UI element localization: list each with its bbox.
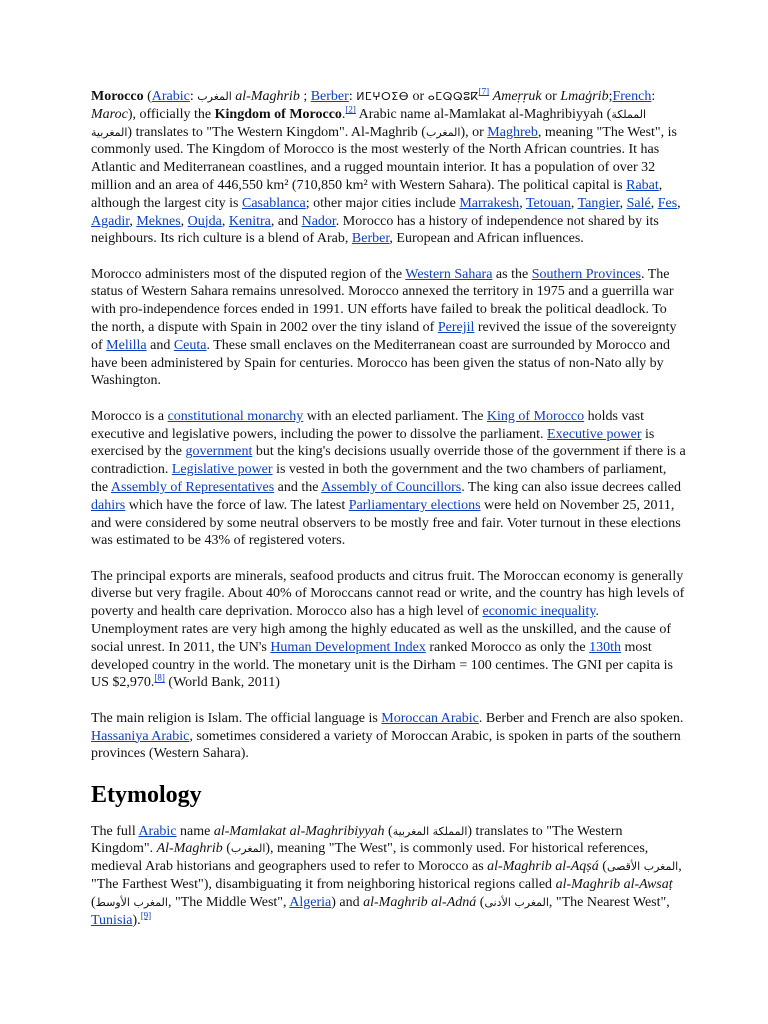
- link-algeria[interactable]: Algeria: [289, 894, 332, 910]
- official-name: Kingdom of Morocco: [214, 106, 342, 122]
- berber-script: ⵍⵎⵖⵔⵉⴱ: [356, 90, 410, 103]
- link-nador[interactable]: Nador: [301, 213, 336, 229]
- arabic-script: المغرب: [230, 842, 266, 856]
- link-moroccan-arabic[interactable]: Moroccan Arabic: [381, 710, 479, 726]
- link-french[interactable]: French: [612, 89, 652, 104]
- link-rabat[interactable]: Rabat: [626, 177, 659, 193]
- link-oujda[interactable]: Oujda: [187, 213, 222, 229]
- reference-8[interactable]: [8]: [154, 672, 165, 683]
- link-arabic-language[interactable]: Arabic: [138, 823, 177, 839]
- article-body: [91, 88, 686, 947]
- intro-paragraph: Morocco (Arabic: المغرب al-Maghrib ; Berber: ⵍⵎⵖⵔⵉⴱ or ⴰⵎⵕⵕⵓⴽ[7] Ameṛṛuk or Lmaġrib;French: Maroc), officially the Kingdom of Morocco.[2] Arabic name al-Mamlakat al-Maghribiyyah (المملكة المغربية) translates to "The Western Kingdom". Al-Maghrib (المغرب), or Maghreb, meaning "The West", is commonly used. The Kingdom of Morocco is the most westerly of the North African countries. It has Atlantic and Mediterranean coastlines, and a rugged mountain interior. It has a population of over 32 million and an area of 446,550 km² (710,850 km² with Western Sahara). The political capital is Rabat, although the largest city is Casablanca; other major cities include Marrakesh, Tetouan, Tangier, Salé, Fes, Agadir, Meknes, Oujda, Kenitra, and Nador. Morocco has a history of independence not shared by its neighbours. Its rich culture is a blend of Arab, Berber, European and African influences.: [91, 86, 681, 247]
- link-king-of-morocco[interactable]: King of Morocco: [486, 408, 585, 424]
- link-casablanca[interactable]: Casablanca: [242, 195, 306, 211]
- arabic-script: المغرب: [197, 90, 232, 103]
- reference-9[interactable]: [9]: [140, 909, 152, 920]
- link-hassaniya-arabic[interactable]: Hassaniya Arabic: [91, 728, 190, 744]
- link-melilla[interactable]: Melilla: [106, 337, 147, 353]
- arabic-script: المغرب الأوسط: [95, 895, 168, 909]
- link-human-development-index[interactable]: Human Development Index: [270, 639, 426, 655]
- link-berber-people[interactable]: Berber: [351, 231, 390, 247]
- link-fes[interactable]: Fes: [657, 195, 678, 211]
- article-subject: Morocco: [91, 89, 144, 104]
- berber-script: ⴰⵎⵕⵕⵓⴽ: [427, 90, 479, 103]
- link-meknes[interactable]: Meknes: [136, 213, 181, 229]
- government-paragraph: Morocco is a constitutional monarchy with an elected parliament. The King of Morocco holds vast executive and legislative powers, including the power to dissolve the parliament. Executive power is exercised by the government but the king's decisions usually override those of the government if there is a contradiction. Legislative power is vested in both the government and the two chambers of parliament, the Assembly of Representatives and the Assembly of Councillors. The king can also issue decrees called dahirs which have the force of law. The latest Parliamentary elections were held on November 25, 2011, and were considered by some neutral observers to be mostly free and fair. Voter turnout in these elections was estimated to be 43% of registered voters.: [91, 408, 686, 549]
- link-marrakesh[interactable]: Marrakesh: [459, 195, 520, 211]
- arabic-script: المغرب الأقصى: [606, 860, 679, 874]
- link-130th[interactable]: 130th: [589, 639, 622, 655]
- religion-language-paragraph: The main religion is Islam. The official language is Moroccan Arabic. Berber and French are also spoken. Hassaniya Arabic, sometimes considered a variety of Moroccan Arabic, is spoken in parts of the southern provinces (Western Sahara).: [91, 710, 684, 762]
- economy-paragraph: The principal exports are minerals, seafood products and citrus fruit. The Moroccan economy is generally diverse but very fragile. About 40% of Moroccans cannot read or write, and the country has high levels of poverty and health care deprivation. Morocco also has a high level of economic inequality. Unemployment rates are very high among the highly educated as well as the unskilled, and the cause of social unrest. In 2011, the UN's Human Development Index ranked Morocco as only the 130th most developed country in the world. The monetary unit is the Dirham = 100 centimes. The GNI per capita is US $2,970.[8] (World Bank, 2011): [91, 568, 685, 691]
- link-tetouan[interactable]: Tetouan: [525, 195, 571, 211]
- link-assembly-of-councillors[interactable]: Assembly of Councillors: [321, 479, 462, 495]
- link-parliamentary-elections[interactable]: Parliamentary elections: [348, 497, 481, 513]
- arabic-script: المغرب الأدنى: [484, 895, 549, 909]
- link-kenitra[interactable]: Kenitra: [228, 213, 271, 229]
- link-constitutional-monarchy[interactable]: constitutional monarchy: [167, 408, 304, 424]
- western-sahara-paragraph: Morocco administers most of the disputed region of the Western Sahara as the Southern Provinces. The status of Western Sahara remains unresolved. Morocco annexed the territory in 1975 and a guerrilla war with pro-independence forces ended in 1991. UN efforts have failed to break the political deadlock. To the north, a dispute with Spain in 2002 over the tiny island of Perejil revived the issue of the sovereignty of Melilla and Ceuta. These small enclaves on the Mediterranean coast are surrounded by Morocco and have been administered by Spain for centuries. Morocco has been given the status of non-Nato ally by Washington.: [91, 266, 677, 389]
- link-tangier[interactable]: Tangier: [577, 195, 620, 211]
- link-perejil[interactable]: Perejil: [437, 320, 475, 336]
- link-berber[interactable]: Berber: [310, 89, 349, 104]
- link-dahirs[interactable]: dahirs: [91, 497, 126, 513]
- link-agadir[interactable]: Agadir: [91, 213, 130, 229]
- link-sale[interactable]: Salé: [626, 195, 651, 211]
- link-legislative-power[interactable]: Legislative power: [171, 462, 273, 478]
- link-executive-power[interactable]: Executive power: [547, 426, 642, 442]
- reference-7[interactable]: [7]: [478, 86, 490, 97]
- etymology-heading: Etymology: [91, 781, 202, 808]
- arabic-script: المملكة المغربية: [91, 107, 647, 139]
- link-maghreb[interactable]: Maghreb: [487, 124, 538, 140]
- link-government[interactable]: government: [185, 444, 253, 460]
- arabic-script: المغرب: [425, 125, 461, 139]
- link-economic-inequality[interactable]: economic inequality: [482, 604, 596, 620]
- link-ceuta[interactable]: Ceuta: [173, 337, 207, 353]
- link-assembly-of-representatives[interactable]: Assembly of Representatives: [110, 479, 275, 495]
- arabic-script: المملكة المغربية: [392, 824, 468, 838]
- link-tunisia[interactable]: Tunisia: [91, 912, 133, 928]
- link-southern-provinces[interactable]: Southern Provinces: [531, 266, 641, 282]
- link-western-sahara[interactable]: Western Sahara: [405, 266, 493, 282]
- link-arabic[interactable]: Arabic: [151, 89, 190, 104]
- etymology-paragraph: The full Arabic name al-Mamlakat al-Maghribiyyah (المملكة المغربية) translates to "The Western Kingdom". Al-Maghrib (المغرب), meaning "The West", is commonly used. For historical references, medieval Arab historians and geographers used to refer to Morocco as al-Maghrib al-Aqṣá (المغرب الأقصى, "The Farthest West"), disambiguating it from neighboring historical regions called al-Maghrib al-Awsaṭ (المغرب الأوسط, "The Middle West", Algeria) and al-Maghrib al-Adná (المغرب الأدنى, "The Nearest West", Tunisia).[9]: [91, 823, 682, 928]
- reference-2[interactable]: [2]: [345, 104, 356, 115]
